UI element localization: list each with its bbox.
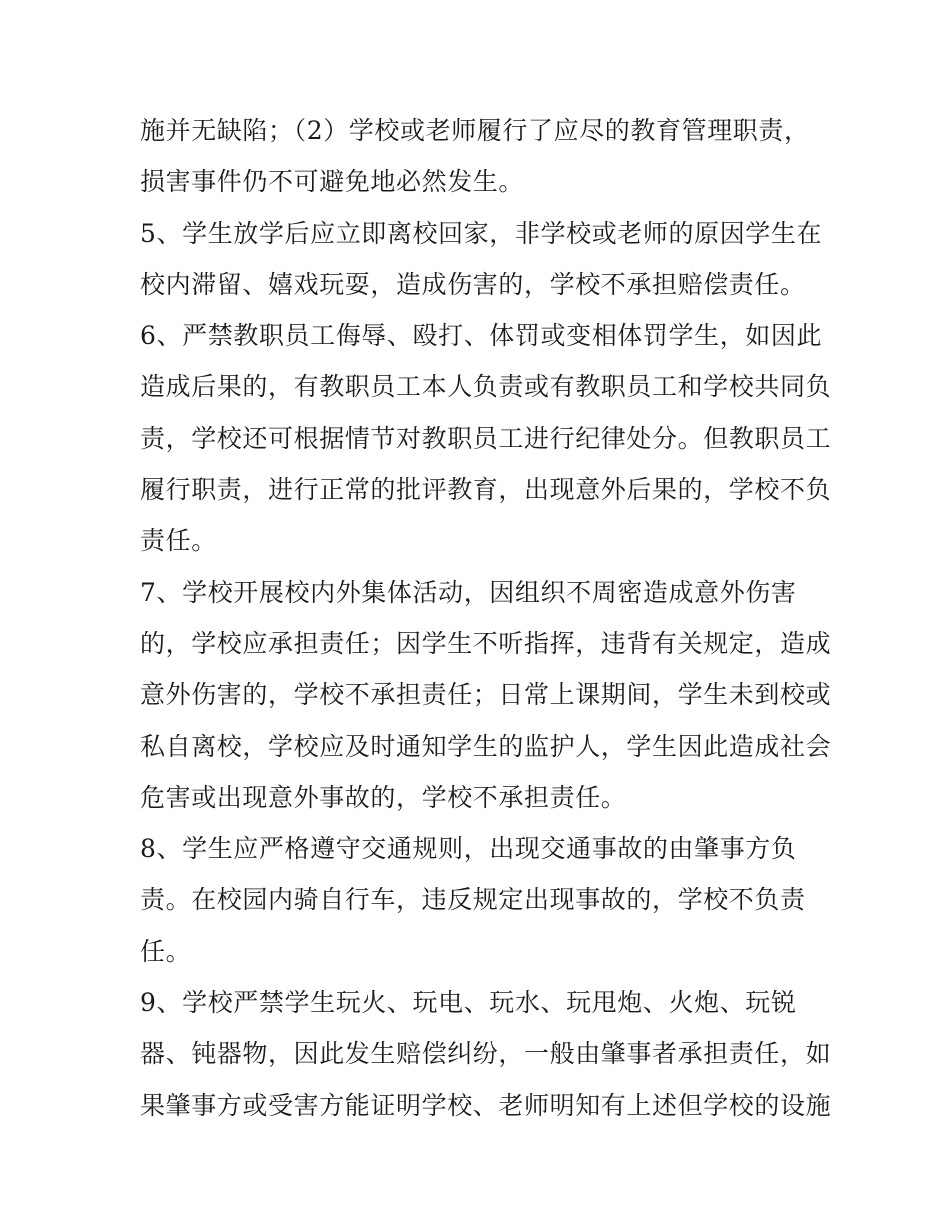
text-line: 履行职责，进行正常的批评教育，出现意外后果的，学校不负	[140, 475, 832, 505]
text-line: 6、严禁教职员工侮辱、殴打、体罚或变相体罚学生，如因此	[140, 321, 823, 351]
text-line: 5、学生放学后应立即离校回家，非学校或老师的原因学生在	[140, 218, 823, 248]
text-line: 果肇事方或受害方能证明学校、老师明知有上述但学校的设施	[140, 1090, 832, 1120]
text-line: 9、学校严禁学生玩火、玩电、玩水、玩甩炮、火炮、玩锐	[140, 988, 797, 1018]
text-line: 意外伤害的，学校不承担责任；日常上课期间，学生未到校或	[140, 680, 832, 710]
text-line: 的，学校应承担责任；因学生不听指挥，违背有关规定，造成	[140, 628, 832, 658]
text-line: 损害事件仍不可避免地必然发生。	[140, 167, 525, 197]
text-line: 责，学校还可根据情节对教职员工进行纪律处分。但教职员工	[140, 423, 832, 453]
text-line: 造成后果的，有教职员工本人负责或有教职员工和学校共同负	[140, 372, 832, 402]
text-line: 施并无缺陷；（2）学校或老师履行了应尽的教育管理职责，	[140, 116, 810, 145]
text-line: 任。	[140, 936, 192, 966]
text-line: 器、钝器物，因此发生赔偿纠纷，一般由肇事者承担责任，如	[140, 1039, 832, 1069]
text-line: 私自离校，学校应及时通知学生的监护人，学生因此造成社会	[140, 731, 832, 761]
text-line: 危害或出现意外事故的，学校不承担责任。	[140, 782, 627, 812]
text-line: 责。在校园内骑自行车，违反规定出现事故的，学校不负责	[140, 885, 806, 915]
document-body	[140, 105, 832, 1131]
text-line: 8、学生应严格遵守交通规则，出现交通事故的由肇事方负	[140, 834, 797, 864]
text-line: 7、学校开展校内外集体活动，因组织不周密造成意外伤害	[140, 577, 797, 607]
text-line: 责任。	[140, 526, 217, 556]
text-line: 校内滞留、嬉戏玩耍，造成伤害的，学校不承担赔偿责任。	[140, 269, 806, 299]
